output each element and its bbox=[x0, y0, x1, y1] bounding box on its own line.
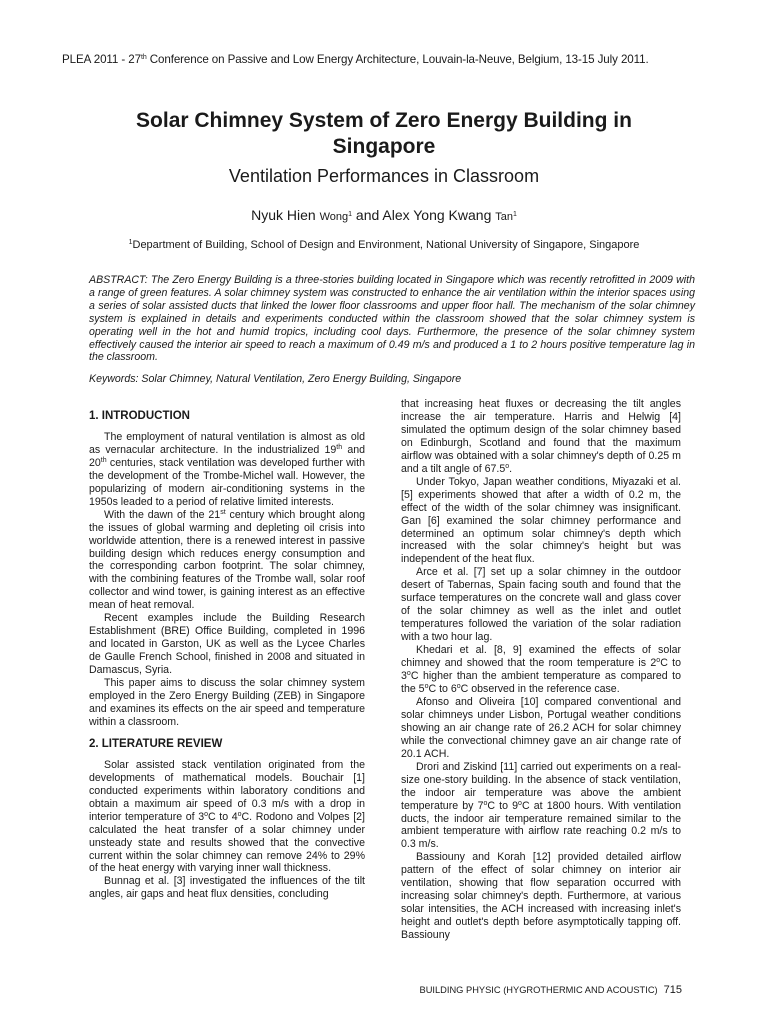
paper-title bbox=[84, 108, 684, 160]
paragraph: With the dawn of the 21st century which brought along the issues of global warming and depleting oil crisis into worldwide attention, there is a renewed interest in passive building design which reduces energy consumption and the corresponding carbon footprint. The solar chimney, with the combining features of the Trombe wall, solar roof collector and wind tower, is gaining interest as an effective mean of heat removal. bbox=[89, 508, 365, 612]
section-heading-introduction: 1. INTRODUCTION bbox=[89, 410, 190, 422]
paragraph: Drori and Ziskind [11] carried out experiments on a real-size one-story building. In the absence of stack ventilation, the indoor air temperature was above the ambient temperature by 7$^o$C to 9$^o$C at 1800 hours. With ventilation ducts, the indoor air temperature remained similar to the ambient temperature with airflow rate reaching 0.2 m/s to 0.3 m/s. bbox=[401, 760, 681, 851]
left-column bbox=[89, 410, 365, 901]
paper-subtitle: Ventilation Performances in Classroom bbox=[228, 166, 540, 186]
paragraph: This paper aims to discuss the solar chimney system employed in the Zero Energy Building (ZEB) in Singapore and examines its effects on the air speed and temperature within a classroom. bbox=[89, 677, 365, 728]
paragraph: Afonso and Oliveira [10] compared conventional and solar chimneys under Lisbon, Portugal weather conditions showing an air change rate of 26.2 ACH for solar chimney while the convectional chimney gave an air change rate of 20.1 ACH. bbox=[401, 695, 681, 760]
title-line-2: Singapore bbox=[332, 135, 436, 158]
section-heading-literature-review: 2. LITERATURE REVIEW bbox=[89, 737, 223, 750]
page-footer bbox=[420, 984, 683, 996]
paragraph: Bassiouny and Korah [12] provided detailed airflow pattern of the effect of solar chimney on interior air ventilation, showing that flow separation occurred with increasing solar chimney's depth. Furthermore, at various solar intensities, the ACH increased with increasing inlet's height and outlet's depth before asymptotically tapping off. Bassiouny bbox=[401, 851, 681, 942]
conference-header: PLEA 2011 - 27th Conference on Passive and Low Energy Architecture, Louvain-la-Neuve, Belgium, 13-15 July 2011. bbox=[62, 53, 649, 66]
paragraph: Arce et al. [7] set up a solar chimney in the outdoor desert of Tabernas, Spain facing south and found that the surface temperatures on the concrete wall and glass cover of the solar chimney as well as the inlet and outlet temperatures followed the variation of the solar radiation with a two hour lag. bbox=[401, 566, 681, 644]
title-line-1: Solar Chimney System of Zero Energy Building in bbox=[136, 109, 632, 132]
page-number: 715 bbox=[663, 984, 682, 996]
paragraph: Under Tokyo, Japan weather conditions, Miyazaki et al. [5] experiments showed that after a width of 0.2 m, the effect of the width of the solar chimney was insignificant. Gan [6] examined the solar chimney performance and determined an optimum solar chimney's depth which increased with the solar chimney's height but was independent of the heat flux. bbox=[401, 475, 681, 566]
right-column bbox=[401, 398, 681, 942]
keywords: Keywords: Solar Chimney, Natural Ventilation, Zero Energy Building, Singapore bbox=[89, 373, 462, 385]
paragraph: Solar assisted stack ventilation originated from the developments of mathematical models. Bouchair [1] conducted experiments within laboratory conditions and obtain a maximum air speed of 0.3 m/s with a drop in interior temperature of 3$^o$C to 4$^o$C. Rodono and Volpes [2] calculated the heat transfer of a solar chimney under unsteady state and results showed that the convective current within the solar chimney can remove 24% to 29% of the heat energy with varying inner wall thickness. bbox=[89, 758, 365, 875]
paragraph: Recent examples include the Building Research Establishment (BRE) Office Building, completed in 1996 and located in Garston, UK as well as the Lycee Charles de Gaulle French School, finished in 2008 and situated in Damascus, Syria. bbox=[89, 612, 365, 677]
running-footer: BUILDING PHYSIC (HYGROTHERMIC AND ACOUSTIC) bbox=[419, 985, 658, 995]
paragraph: Khedari et al. [8, 9] examined the effects of solar chimney and showed that the room temperature is 2$^o$C to 3$^o$C higher than the ambient temperature as compared to the 5$^o$C to 6$^o$C observed in the reference case. bbox=[401, 644, 681, 695]
paragraph: that increasing heat fluxes or decreasing the tilt angles increase the air temperature. Harris and Helwig [4] simulated the optimum design of the solar chimney based on Edinburgh, Scotland and found that the maximum airflow was obtained with a solar chimney's depth of 0.25 m and a tilt angle of 67.5$^o$. bbox=[401, 398, 681, 475]
abstract: ABSTRACT: The Zero Energy Building is a three-stories building located in Singapore which was recently retrofitted in 2009 with a range of green features. A solar chimney system was constructed to enhance the air ventilation within the interior spaces using a series of solar assisted ducts that linked the lower floor classrooms and upper floor hall. The mechanism of the solar chimney system is explained in details and experiments conducted within the classroom showed that the solar chimney system is operating well in the hot and humid tropics, including cool days. Furthermore, the presence of the solar chimney system effectively caused the interior air speed to reach a maximum of 0.49 m/s and produced a 1 to 2 hours positive temperature lag in the classroom. bbox=[89, 274, 695, 364]
paragraph: Bunnag et al. [3] investigated the influences of the tilt angles, air gaps and heat flux densities, concluding bbox=[89, 875, 365, 901]
affiliation: $^1$Department of Building, School of Design and Environment, National University of Singapore, Singapore bbox=[128, 239, 640, 251]
author-line: Nyuk Hien Wong$^1$ and Alex Yong Kwang Tan$^1$ bbox=[251, 207, 517, 223]
paragraph: The employment of natural ventilation is almost as old as vernacular architecture. In the industrialized 19th and 20th centuries, stack ventilation was developed further with the development of the Trombe-Michel wall. However, the popularizing of modern air-conditioning systems in the 1950s leaded to a period of relative limited interests. bbox=[89, 430, 365, 508]
